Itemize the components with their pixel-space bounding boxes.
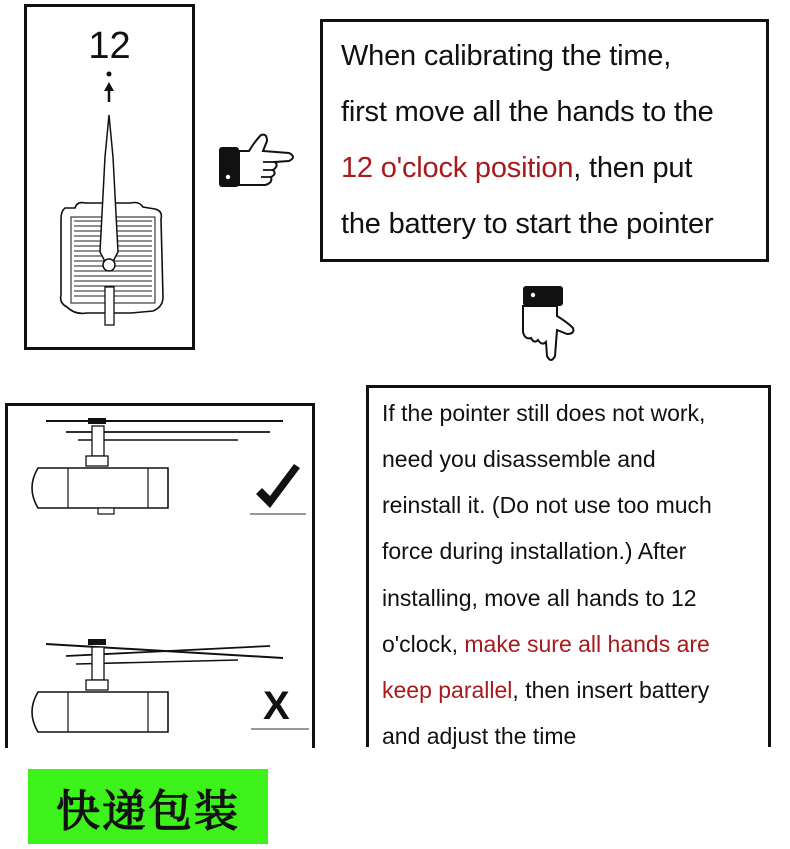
- twelve-numeral: 12: [88, 25, 131, 67]
- pointing-down-hand-icon: [515, 282, 585, 362]
- x-underline: [251, 728, 309, 730]
- clock-movement-icon: [27, 7, 192, 347]
- instruction-2-line-8: and adjust the time: [382, 723, 577, 749]
- instruction-2-line-3: reinstall it. (Do not use too much: [382, 492, 712, 518]
- clock-diagram-panel: [24, 4, 195, 350]
- instruction-2-line-5: installing, move all hands to 12: [382, 585, 697, 611]
- instruction-2-line-1: If the pointer still does not work,: [382, 400, 706, 426]
- instruction-1-line-1: When calibrating the time,: [341, 40, 672, 72]
- reinstall-instruction-box: [366, 385, 771, 747]
- instruction-2-line-6-start: o'clock,: [382, 631, 465, 657]
- instruction-2-line-4: force during installation.) After: [382, 538, 687, 564]
- calibration-instruction-box: [320, 19, 769, 262]
- instruction-2-line-7-rest: , then insert battery: [512, 677, 710, 703]
- pointing-right-hand-icon: [215, 133, 295, 203]
- wrong-x-mark: X: [263, 684, 290, 728]
- checkmark-icon: [248, 458, 308, 518]
- instruction-1-line-3: [341, 152, 692, 185]
- instruction-2-line-2: need you disassemble and: [382, 446, 656, 472]
- instruction-1-line-2: first move all the hands to the: [341, 96, 714, 128]
- highlight-hands-parallel-2: keep parallel: [382, 677, 513, 703]
- instruction-2-line-7: [382, 677, 709, 704]
- express-packaging-badge: 快递包装: [28, 769, 268, 844]
- instruction-2-line-6: [382, 631, 710, 658]
- highlight-hands-parallel-1: make sure all hands are: [464, 631, 710, 657]
- highlight-twelve-oclock: 12 o'clock position: [341, 152, 574, 184]
- instruction-1-line-3-rest: , then put: [573, 152, 693, 184]
- instruction-1-line-4: the battery to start the pointer: [341, 208, 714, 240]
- hands-parallel-panel: [5, 403, 315, 748]
